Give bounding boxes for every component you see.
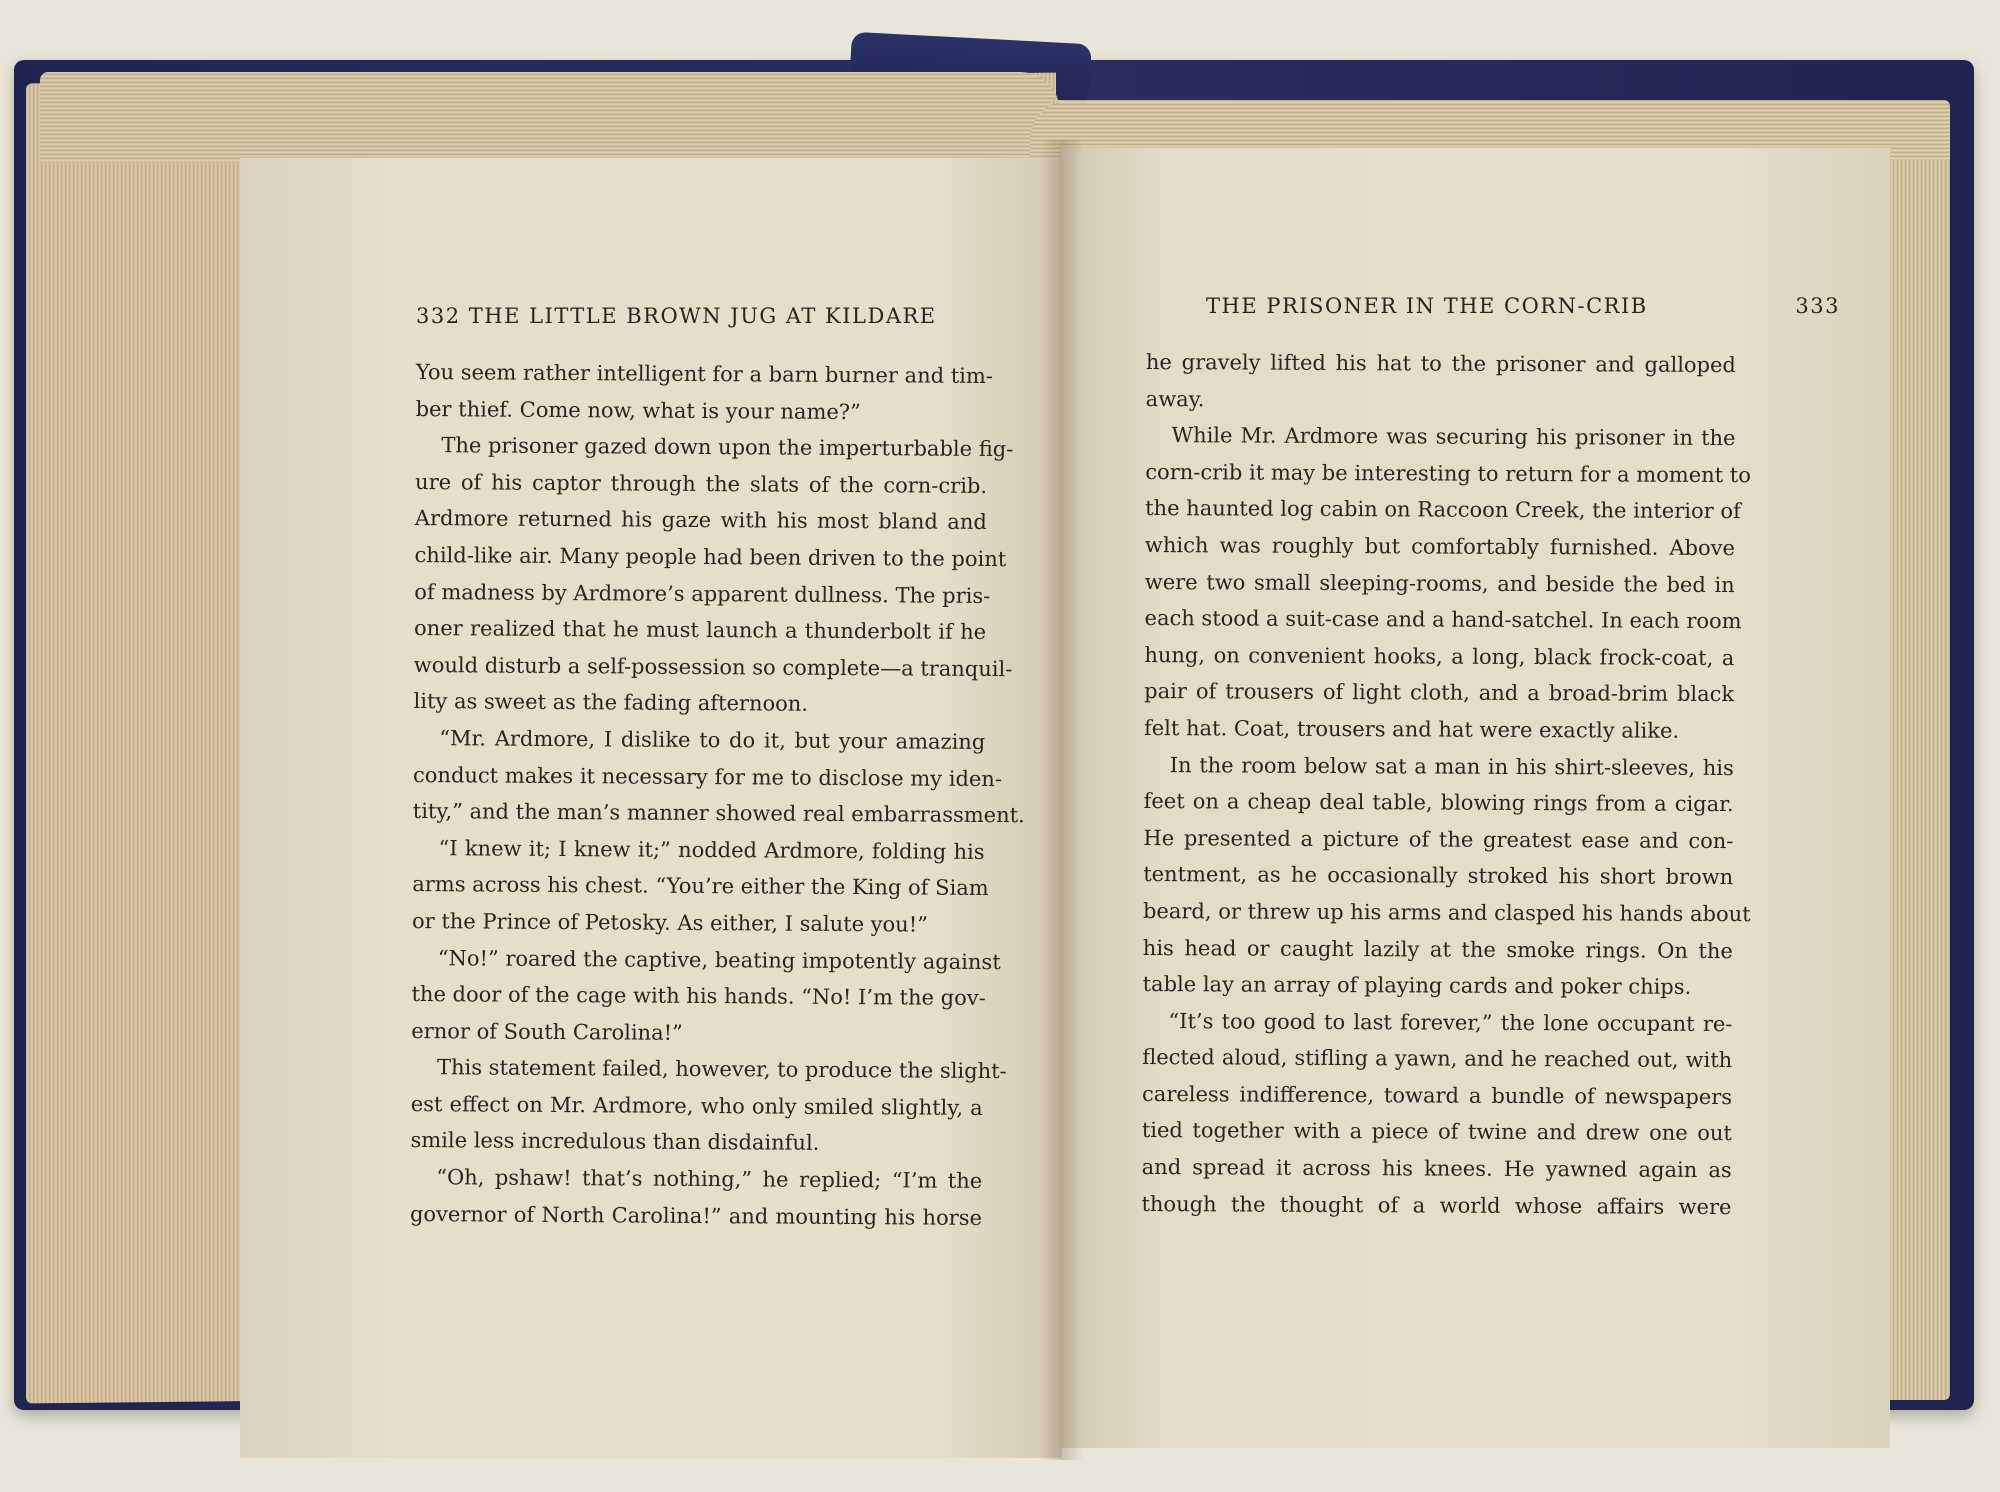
text-line: “It’s too good to last forever,” the lone occupant re-	[1168, 1008, 1733, 1036]
right-running-head	[1206, 294, 1840, 318]
text-line: He presented a picture of the greatest ease and con-	[1143, 825, 1734, 853]
text-line: felt hat. Coat, trousers and hat were exactly alike.	[1143, 715, 1680, 743]
text-line: est effect on Mr. Ardmore, who only smiled slightly, a	[410, 1091, 983, 1120]
text-line: In the room below sat a man in his shirt-sleeves, his	[1169, 752, 1734, 780]
text-line: pair of trousers of light cloth, and a broad-brim black	[1144, 679, 1735, 707]
text-line: “Oh, pshaw! that’s nothing,” he replied; “I’m the	[436, 1165, 983, 1194]
text-line: While Mr. Ardmore was securing his prisoner in the	[1171, 423, 1736, 451]
text-line: feet on a cheap deal table, blowing rings from a cigar.	[1143, 789, 1734, 817]
text-line: This statement failed, however, to produce the slight-	[436, 1055, 1007, 1084]
left-running-head	[416, 304, 937, 328]
text-line: the door of the cage with his hands. “No! I’m the gov-	[411, 982, 986, 1011]
text-line: ernor of South Carolina!”	[411, 1018, 683, 1045]
text-line: he gravely lifted his hat to the prisoner and galloped	[1145, 349, 1736, 378]
book-gutter	[1040, 140, 1084, 1460]
right-running-title: THE PRISONER IN THE CORN-CRIB	[1206, 294, 1648, 318]
text-line: governor of North Carolina!” and mounting his horse	[409, 1201, 983, 1230]
text-line: tied together with a piece of twine and drew one out	[1141, 1118, 1732, 1146]
text-line: arms across his chest. “You’re either the King of Siam	[412, 872, 989, 901]
text-line: flected aloud, stifling a yawn, and he reached out, with	[1142, 1045, 1733, 1073]
text-line: his head or caught lazily at the smoke rings. On the	[1142, 935, 1733, 963]
text-line: smile less incredulous than disdainful.	[410, 1128, 820, 1156]
text-line: careless indifference, toward a bundle of newspapers	[1142, 1081, 1733, 1109]
right-page	[1062, 148, 1890, 1448]
text-line: “Mr. Ardmore, I dislike to do it, but your amazing	[439, 726, 986, 754]
text-line: ber thief. Come now, what is your name?”	[415, 396, 861, 424]
text-line: table lay an array of playing cards and poker chips.	[1142, 972, 1692, 999]
left-folio: 332	[416, 304, 461, 328]
text-line: tentment, as he occasionally stroked his short brown	[1143, 862, 1734, 890]
text-line: which was roughly but comfortably furnished. Above	[1144, 532, 1736, 561]
text-line: and spread it across his knees. He yawned again as	[1141, 1155, 1732, 1183]
text-line: of madness by Ardmore’s apparent dullness. The pris-	[414, 579, 991, 608]
text-line: tity,” and the man’s manner showed real embarrassment.	[412, 799, 1025, 828]
left-top-edges	[40, 72, 1060, 162]
text-line: ure of his captor through the slats of the corn-crib.	[415, 469, 988, 498]
text-line: conduct makes it necessary for me to disclose my iden-	[412, 762, 1003, 791]
text-line: Ardmore returned his gaze with his most bland and	[414, 506, 987, 535]
text-line: You seem rather intelligent for a barn burner and tim-	[415, 359, 994, 389]
left-running-title: THE LITTLE BROWN JUG AT KILDARE	[468, 304, 937, 328]
text-line: the haunted log cabin on Raccoon Creek, the interior of	[1145, 496, 1741, 524]
text-line: oner realized that he must launch a thunderbolt if he	[414, 616, 987, 645]
text-line: child-like air. Many people had been driven to the point	[414, 542, 1007, 572]
left-body-text	[409, 354, 1025, 1236]
text-line: “I knew it; I knew it;” nodded Ardmore, folding his	[438, 835, 985, 864]
right-folio: 333	[1795, 294, 1840, 318]
text-line: would disturb a self-possession so complete—a tranquil-	[413, 652, 1013, 681]
text-line: corn-crib it may be interesting to return for a moment to	[1145, 459, 1751, 487]
text-line: “No!” roared the captive, beating impotently against	[437, 945, 1001, 974]
text-line: or the Prince of Petosky. As either, I salute you!”	[411, 908, 929, 937]
text-line: hung, on convenient hooks, a long, black frock-coat, a	[1144, 642, 1735, 670]
text-line: were two small sleeping-rooms, and beside the bed in	[1144, 569, 1735, 597]
text-line: each stood a suit-case and a hand-satchel. In each room	[1144, 606, 1742, 634]
text-line: though the thought of a world whose affairs were	[1141, 1191, 1732, 1219]
text-line: The prisoner gazed down upon the imperturbable fig-	[441, 433, 1014, 462]
text-line: away.	[1145, 386, 1205, 411]
text-line: beard, or threw up his arms and clasped his hands about	[1142, 898, 1751, 927]
right-body-text	[1141, 344, 1751, 1225]
left-page	[240, 158, 1062, 1458]
text-line: lity as sweet as the fading afternoon.	[413, 689, 809, 717]
